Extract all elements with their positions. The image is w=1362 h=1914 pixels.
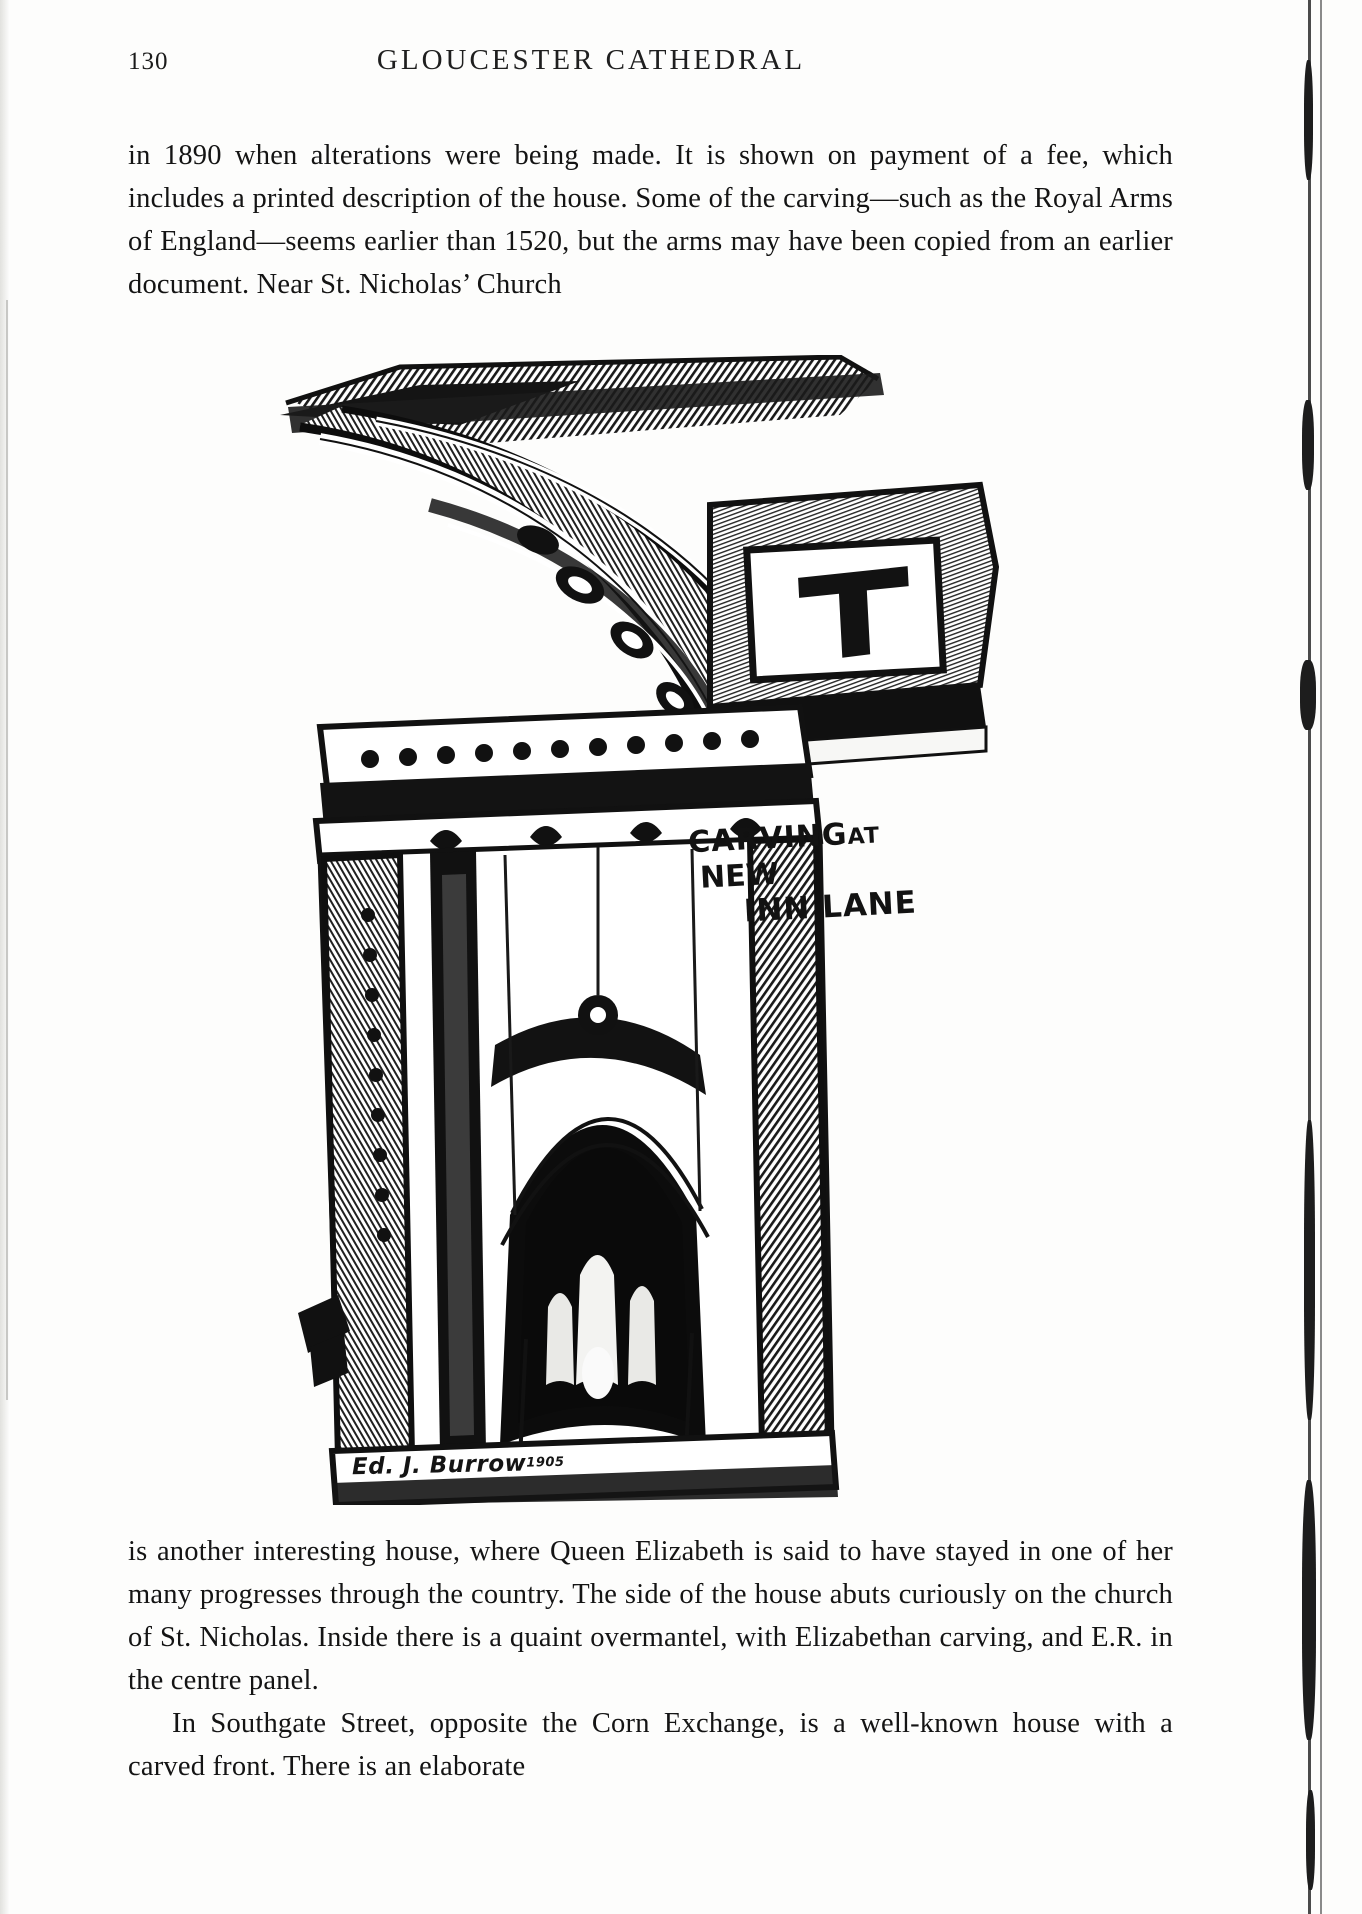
figure-caption [687,813,972,931]
running-head: GLOUCESTER CATHEDRAL [376,44,806,76]
paragraph: In Southgate Street, opposite the Corn Exchange, is a well-known house with a carved front. There is an elaborate [128,1708,1173,1782]
figure-signature-year: 1905 [526,1454,565,1471]
figure-caption-word-carving: CARVING [687,817,849,861]
page-left-rule [6,300,8,1400]
gutter-mark [1302,1480,1316,1740]
figure-signature-name: Ed. J. Burrow [351,1450,527,1481]
body-text-bottom [128,1530,1173,1788]
figure-signature [352,1450,565,1480]
page-header [0,44,1362,88]
figure-caption-word-at: AT [847,823,881,851]
gutter-mark [1300,660,1316,730]
figure-caption-line-2: NEW [699,856,780,896]
illustration-carving-new-inn-lane [280,355,1000,1505]
gutter-mark [1302,400,1314,490]
gutter-mark [1306,1790,1315,1890]
body-text-top [128,134,1173,306]
page-binding-gutter [1280,0,1362,1914]
figure-caption-line-3: INN LANE [743,884,918,930]
paragraph: in 1890 when alterations were being made. It is shown on payment of a fee, which includes a printed description of the house. Some of the carving—such as the Royal Arms of England—seems earlier than 1520, but the arms may have been copied from an earlier document. Near St. Nicholas’ Church [128,140,1173,300]
gutter-mark [1304,1120,1315,1420]
page-left-edge-shadow [0,0,10,1914]
gutter-line [1320,0,1322,1914]
page-number: 130 [128,48,169,75]
paragraph: is another interesting house, where Queen Elizabeth is said to have stayed in one of her many progresses through the country. The side of the house abuts curiously on the church of St. Nicholas. Inside there is a quaint overmantel, with Elizabethan carving, and E.R. in the centre panel. [128,1536,1173,1696]
